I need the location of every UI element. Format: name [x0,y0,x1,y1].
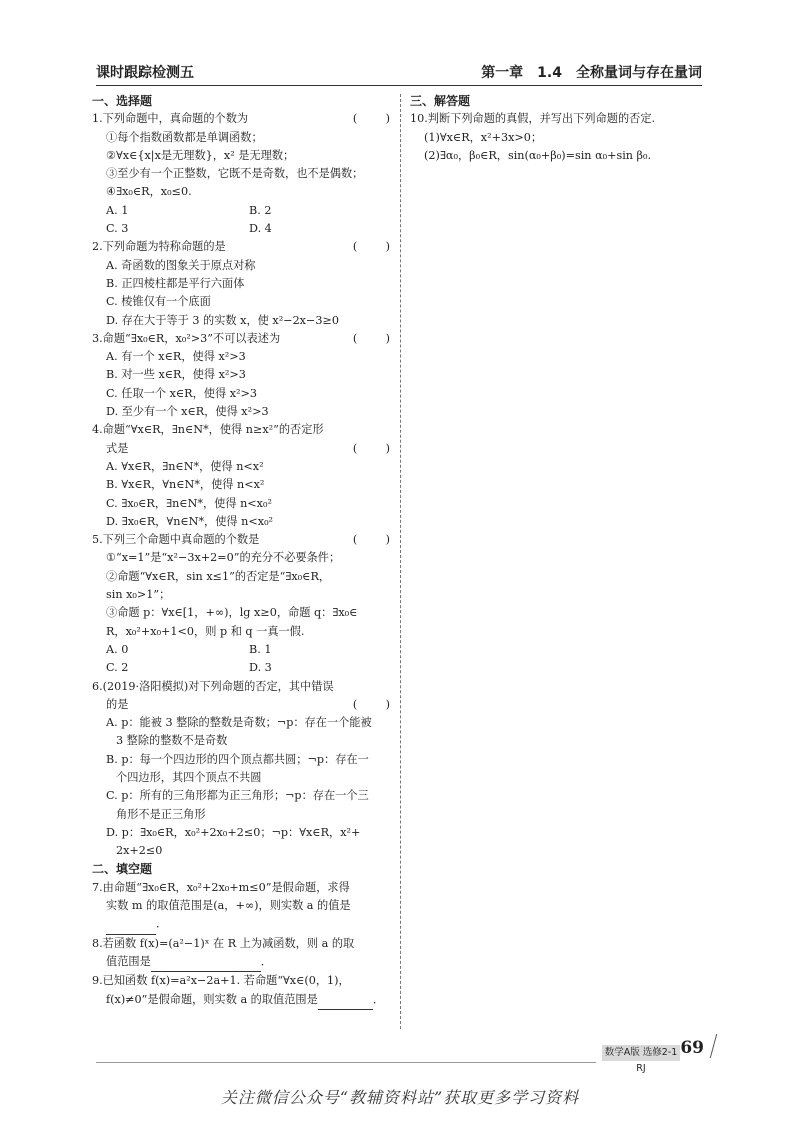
question-line [92,110,392,128]
question-text: 7.由命题“∃x₀∈R，x₀²+2x₀+m≤0”是假命题，求得 [92,880,350,894]
question-line [92,440,392,458]
question-text: 的是 [106,697,129,711]
content-line: D. 存在大于等于 3 的实数 x，使 x²−2x−3≥0 [106,313,339,327]
option-choice: A. 0 [106,642,129,656]
content-line: (1)∀x∈R，x²+3x>0； [424,130,543,144]
content-line: B. ∀x∈R，∀n∈N*，使得 n<x² [106,478,265,492]
content-line: B. p：每一个四边形的四个顶点都共圆；¬p：存在一 [106,752,369,766]
content-line: ②∀x∈{x|x是无理数}，x² 是无理数； [106,148,295,162]
content-line: ②命题“∀x∈R，sin x≤1”的否定是“∃x₀∈R， [106,569,331,583]
content-line: 角形不是正三角形 [116,807,206,821]
content-line: 个四边形，其四个顶点不共圆 [116,770,262,784]
content-line: A. p：能被 3 整除的整数是奇数；¬p：存在一个能被 [106,716,372,730]
option-row [92,220,392,238]
option-choice: C. 2 [106,661,129,675]
answer-parentheses: ( ) [352,240,392,254]
content-line: ③至少有一个正整数，它既不是奇数，也不是偶数； [106,167,364,181]
answer-parentheses: ( ) [352,441,392,455]
content-line: A. 有一个 x∈R，使得 x²>3 [106,350,246,364]
content-line: 3 整除的整数不是奇数 [116,734,228,748]
question-text: 10.判断下列命题的真假，并写出下列命题的否定. [410,112,656,126]
question-text: 5.下列三个命题中真命题的个数是 [92,533,260,547]
section-heading: 三、解答题 [410,94,471,108]
option-choice: A. 1 [106,203,129,217]
fill-blank-line [92,991,392,1010]
content-line: ③命题 p：∀x∈[1，+∞)，lg x≥0，命题 q：∃x₀∈ [106,606,358,620]
book-label: 数学A版 选修2-1 RJ [602,1045,680,1061]
content-line: ④∃x₀∈R，x₀≤0. [106,185,192,199]
content-line: D. p：∃x₀∈R，x₀²+2x₀+2≤0；¬p：∀x∈R，x²+ [106,825,361,839]
answer-parentheses: ( ) [352,112,392,126]
footer-rule [96,1062,596,1063]
question-text: 值范围是 [106,954,151,968]
content-line: ①每个指数函数都是单调函数； [106,130,263,144]
content-line: C. p：所有的三角形都为正三角形；¬p：存在一个三 [106,789,369,803]
answer-parentheses: ( ) [352,533,392,547]
content-line: A. 奇函数的图象关于原点对称 [106,258,256,272]
option-choice: C. 3 [106,222,129,236]
question-text: 4.命题“∀x∈R，∃n∈N*，使得 n≥x²”的否定形 [92,423,324,437]
question-text: 1.下列命题中，真命题的个数为 [92,112,249,126]
content-line: (2)∃α₀，β₀∈R，sin(α₀+β₀)=sin α₀+sin β₀. [424,148,652,162]
content-line: D. 至少有一个 x∈R，使得 x²>3 [106,405,269,419]
question-line [92,531,392,549]
left-column [92,92,392,1010]
content-line: 实数 m 的取值范围是(a，+∞)，则实数 a 的值是 [106,899,351,913]
content-line: D. ∃x₀∈R，∀n∈N*，使得 n<x₀² [106,514,274,528]
question-text: 式是 [106,441,129,455]
header-lesson-title: 课时跟踪检测五 [96,65,194,81]
content-line: B. 正四棱柱都是平行六面体 [106,276,245,290]
page-slash-decoration [710,1034,717,1058]
promo-text: 关注微信公众号“教辅资料站”获取更多学习资料 [220,1088,580,1107]
right-column [410,92,710,165]
column-divider [400,94,401,1029]
section-heading: 二、填空题 [92,862,153,877]
answer-parentheses: ( ) [352,331,392,345]
content-line: B. 对一些 x∈R，使得 x²>3 [106,368,246,382]
option-row [92,659,392,677]
answer-parentheses: ( ) [352,697,392,711]
blank-end-text: ． [156,917,168,931]
header-chapter-title: 第一章 1.4 全称量词与存在量词 [481,65,702,81]
fill-blank-line [92,953,392,972]
content-line: sin x₀>1”； [106,588,171,602]
option-row [92,202,392,220]
blank-end-text: ． [372,992,385,1006]
content-line: C. 棱锥仅有一个底面 [106,295,211,309]
content-line: A. ∀x∈R，∃n∈N*，使得 n<x² [106,459,264,473]
content-line: 2x+2≤0 [116,844,163,858]
section-heading: 一、选择题 [92,94,153,108]
question-text: f(x)≠0”是假命题，则实数 a 的取值范围是 [106,992,318,1006]
option-row [92,641,392,659]
option-choice: B. 1 [249,642,272,656]
content-line: ①“x=1”是“x²−3x+2=0”的充分不必要条件； [106,551,341,565]
question-line [92,238,392,256]
option-choice: D. 4 [249,222,272,236]
option-choice: B. 2 [249,203,272,217]
answer-blank[interactable] [318,991,373,1010]
answer-blank[interactable] [106,915,156,934]
question-text: 3.命题“∃x₀∈R，x₀²>3”不可以表述为 [92,331,281,345]
blank-end-text: ． [260,954,272,968]
question-line [92,330,392,348]
question-line [92,696,392,714]
question-text: 6.(2019·洛阳模拟)对下列命题的否定，其中错误 [92,679,334,693]
header-rule [96,85,702,86]
fill-blank-line [92,915,392,934]
answer-blank[interactable] [151,953,261,972]
page-number: 69 [680,1038,704,1058]
question-text: 9.已知函数 f(x)=a²x−2a+1. 若命题“∀x∈(0，1)， [92,974,350,988]
question-text: 2.下列命题为特称命题的是 [92,240,226,254]
content-line: C. 任取一个 x∈R，使得 x²>3 [106,386,257,400]
content-line: C. ∃x₀∈R，∃n∈N*，使得 n<x₀² [106,496,272,510]
content-line: R，x₀²+x₀+1<0，则 p 和 q 一真一假. [106,624,305,638]
question-text: 8.若函数 f(x)=(a²−1)ˣ 在 R 上为减函数，则 a 的取 [92,936,355,950]
option-choice: D. 3 [249,661,272,675]
